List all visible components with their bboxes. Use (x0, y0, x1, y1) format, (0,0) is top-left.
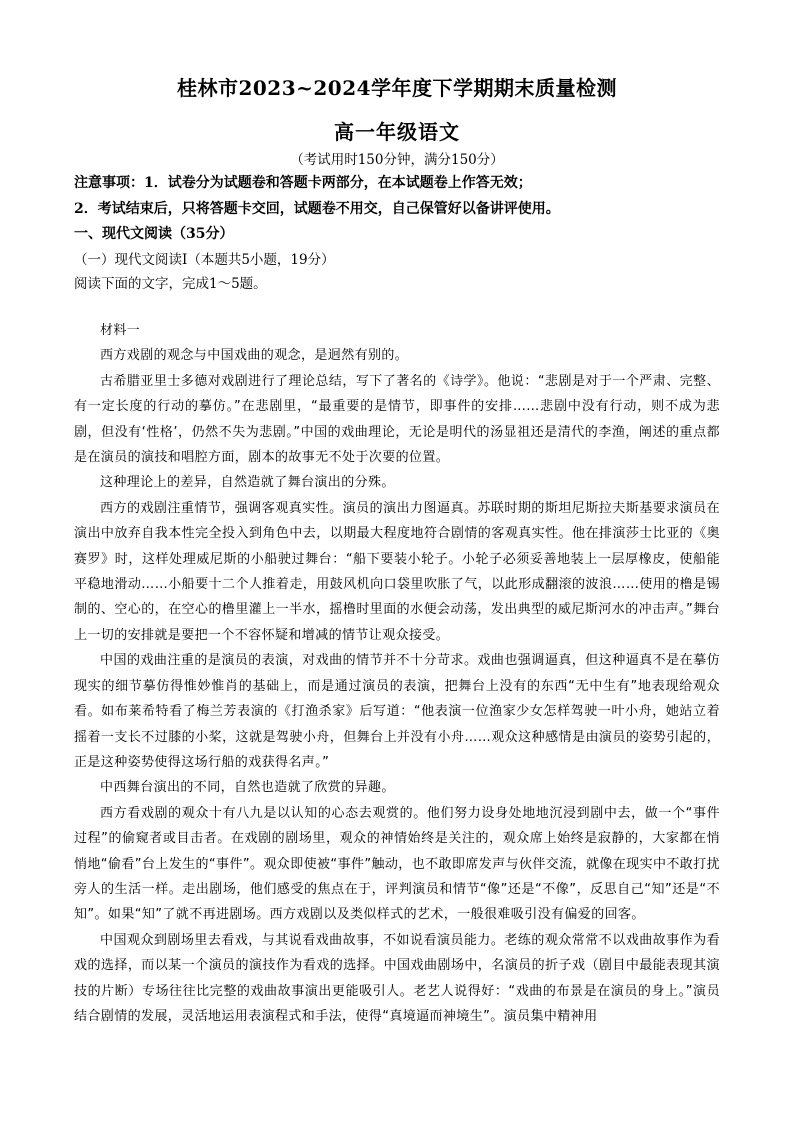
notice-line-2: 2．考试结束后，只将答题卡交回，试题卷不用交，自己保管好以备讲评使用。 (74, 201, 560, 217)
paragraph: 古希腊亚里士多德对戏剧进行了理论总结，写下了著名的《诗学》。他说：“悲剧是对于一个严肃、完整、有一定长度的行动的摹仿。”在悲剧里，“最重要的是情节，即事件的安排……悲剧中没有行动，则不成为悲剧，但没有‘性格’，仍然不失为悲剧。”中国的戏曲理论，无论是明代的汤显祖还是清代的李渔，阐述的重点都是在演员的演技和唱腔方面，剧本的故事无不处于次要的位置。 (74, 373, 720, 466)
exam-title: 桂林市2023~2024学年度下学期期末质量检测 (176, 76, 618, 100)
exam-subtitle: 高一年级语文 (334, 120, 460, 144)
notice-line-1: 注意事项：1．试卷分为试题卷和答题卡两部分，在本试题卷上作答无效； (74, 175, 532, 191)
paragraph: 中西舞台演出的不同，自然也造就了欣赏的异趣。 (100, 780, 395, 796)
section-heading: 一、现代文阅读（35分） (74, 226, 234, 242)
paragraph: 中国的戏曲注重的是演员的表演，对戏曲的情节并不十分苛求。戏曲也强调逼真，但这种逼真不是在摹仿现实的细节摹仿得惟妙惟肖的基础上，而是通过演员的表演，把舞台上没有的东西“无中生有”地表现给观众看。如布莱希特看了梅兰芳表演的《打渔杀家》后写道：“他表演一位渔家少女怎样驾驶一叶小舟，她站立着摇着一支长不过膝的小桨，这就是驾驶小舟，但舞台上并没有小舟……观众这种感情是由演员的姿势引起的，正是这种姿势使得这场行船的戏获得名声。” (74, 653, 720, 770)
paragraph: 西方戏剧的观念与中国戏曲的观念，是迥然有别的。 (100, 348, 409, 364)
paragraph: 西方看戏剧的观众十有八九是以认知的心态去观赏的。他们努力设身处地地沉浸到剧中去，做一个“事件过程”的偷窥者或目击者。在戏剧的剧场里，观众的神情始终是关注的，观众席上始终是寂静的，大家都在悄悄地“偷看”台上发生的“事件”。观众即使被“事件”触动，也不敢即席发声与伙伴交流，就像在现实中不敢打扰旁人的生活一样。走出剧场，他们感受的焦点在于，评判演员和情节“像”还是“不像”，反思自己“知”还是“不知”。如果“知”了就不再进剧场。西方戏剧以及类似样式的艺术，一般很难吸引没有偏爱的回客。 (74, 805, 720, 923)
material-label: 材料一 (100, 323, 141, 338)
exam-info: （考试用时150分钟，满分150分） (290, 152, 504, 168)
material-body (74, 318, 720, 1029)
reading-instruction: 阅读下面的文字，完成1～5题。 (74, 276, 267, 292)
paragraph: 中国观众到剧场里去看戏，与其说看戏曲故事，不如说看演员能力。老练的观众常常不以戏曲故事作为看戏的选择，而以某一个演员的演技作为看戏的选择。中国戏曲剧场中，名演员的折子戏（剧目中最能表现其演技的片断）专场往往比完整的戏曲故事演出更能吸引人。老艺人说得好：“戏曲的布景是在演员的身上。”演员结合剧情的发展，灵活地运用表演程式和手法，使得“真境逼而神境生”。演员集中精神用 (74, 932, 720, 1024)
paragraph: 西方的戏剧注重情节，强调客观真实性。演员的演出力图逼真。苏联时期的斯坦尼斯拉夫斯基要求演员在演出中放弃自我本性完全投入到角色中去，以期最大程度地符合剧情的客观真实性。他在排演莎士比亚的《奥赛罗》时，这样处理威尼斯的小船驶过舞台：“船下要装小轮子。小轮子必须妥善地装上一层厚橡皮，使船能平稳地滑动……小船要十二个人推着走，用鼓风机向口袋里吹胀了气，以此形成翻滚的波浪……使用的橹是锡制的、空心的，在空心的橹里灌上一半水，摇橹时里面的水便会动荡，发出典型的威尼斯河水的冲击声。”舞台上一切的安排就是要把一个不容怀疑和增减的情节让观众接受。 (74, 500, 720, 643)
part-heading: （一）现代文阅读Ⅰ（本题共5小题，19分） (74, 252, 335, 268)
paragraph: 这种理论上的差异，自然造就了舞台演出的分殊。 (100, 475, 395, 491)
